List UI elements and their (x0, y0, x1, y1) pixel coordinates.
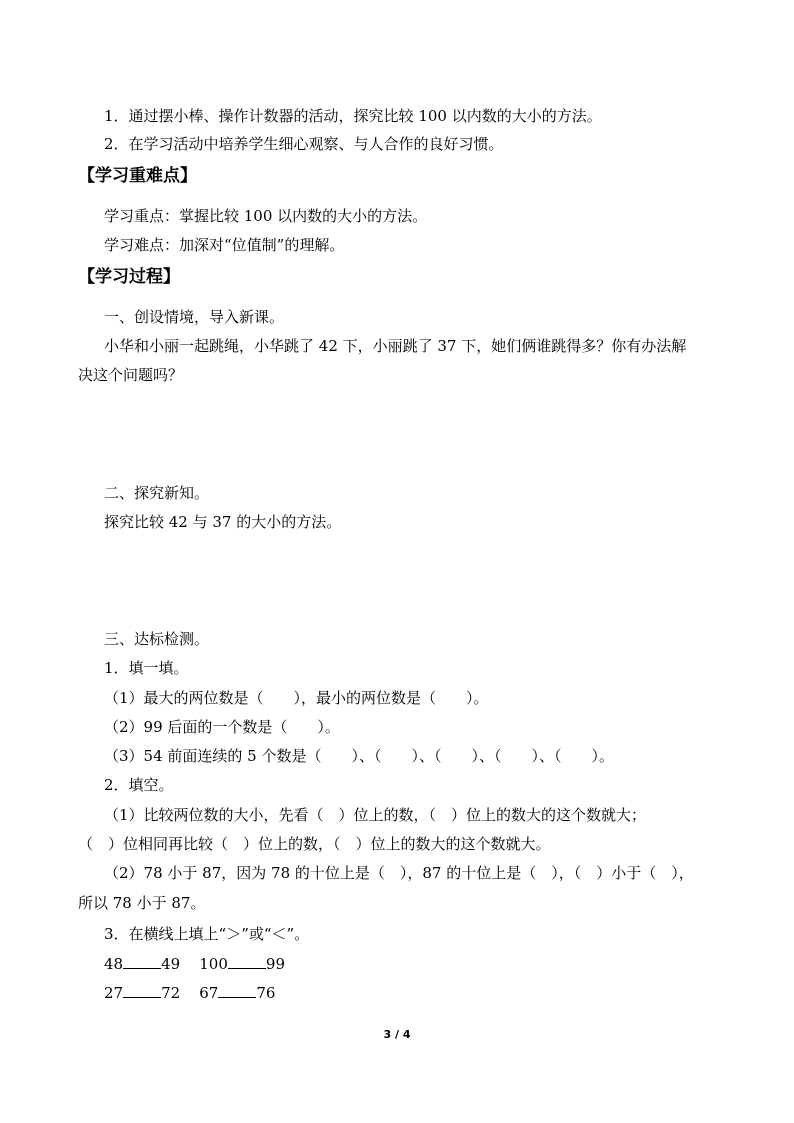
q1-item-2: （2）99 后面的一个数是（ ）。 (104, 718, 340, 736)
q3-row-2 (104, 983, 275, 1003)
q2-item-2-line-1: （2）78 小于 87，因为 78 的十位上是（ ），87 的十位上是（ ），（ ）小于（ ）， (104, 864, 694, 882)
q3-pair-4-blank[interactable] (218, 983, 256, 998)
q3-pair-4-right: 76 (256, 984, 276, 1002)
key-points-heading: 【学习重难点】 (78, 166, 197, 186)
q1-title: 1．填一填。 (104, 659, 189, 677)
q3-pair-2-right: 99 (265, 955, 285, 973)
q2-item-1-line-2: （ ）位相同再比较（ ）位上的数，（ ）位上的数大的这个数就大。 (78, 835, 551, 853)
q3-pair-2-left: 100 (199, 955, 228, 973)
key-point-difficulty: 学习难点：加深对“位值制”的理解。 (104, 236, 345, 254)
q3-title: 3．在横线上填上“＞”或“＜”。 (104, 925, 310, 943)
q3-pair-4-left: 67 (199, 984, 219, 1002)
goal-1: 1．通过摆小棒、操作计数器的活动，探究比较 100 以内数的大小的方法。 (104, 107, 602, 125)
section-1-line-2: 决这个问题吗？ (78, 366, 184, 384)
q1-item-3: （3）54 前面连续的 5 个数是（ ）、（ ）、（ ）、（ ）、（ ）。 (104, 747, 614, 765)
q2-item-1-line-1: （1）比较两位数的大小，先看（ ）位上的数，（ ）位上的数大的这个数就大； (104, 806, 647, 824)
q2-title: 2．填空。 (104, 776, 174, 794)
q3-pair-1-right: 49 (161, 955, 181, 973)
q1-item-1: （1）最大的两位数是（ ），最小的两位数是（ ）。 (104, 689, 489, 707)
q3-pair-1-left: 48 (104, 955, 124, 973)
page-number: 3 / 4 (383, 1028, 411, 1041)
q3-row-1 (104, 954, 285, 974)
q2-item-2-line-2: 所以 78 小于 87。 (78, 894, 206, 912)
section-1-title: 一、创设情境，导入新课。 (104, 308, 285, 326)
q3-pair-3-right: 72 (161, 984, 181, 1002)
process-heading: 【学习过程】 (78, 267, 180, 287)
q3-pair-2-blank[interactable] (228, 954, 266, 969)
key-point-focus: 学习重点：掌握比较 100 以内数的大小的方法。 (104, 207, 428, 225)
section-2-title: 二、探究新知。 (104, 484, 210, 502)
section-2-line-1: 探究比较 42 与 37 的大小的方法。 (104, 513, 342, 531)
section-1-line-1: 小华和小丽一起跳绳，小华跳了 42 下，小丽跳了 37 下，她们俩谁跳得多？你有办法解 (104, 337, 687, 355)
q3-pair-1-blank[interactable] (123, 954, 161, 969)
goal-2: 2．在学习活动中培养学生细心观察、与人合作的良好习惯。 (104, 135, 504, 153)
q3-pair-3-blank[interactable] (123, 983, 161, 998)
section-3-title: 三、达标检测。 (104, 630, 210, 648)
q3-pair-3-left: 27 (104, 984, 124, 1002)
